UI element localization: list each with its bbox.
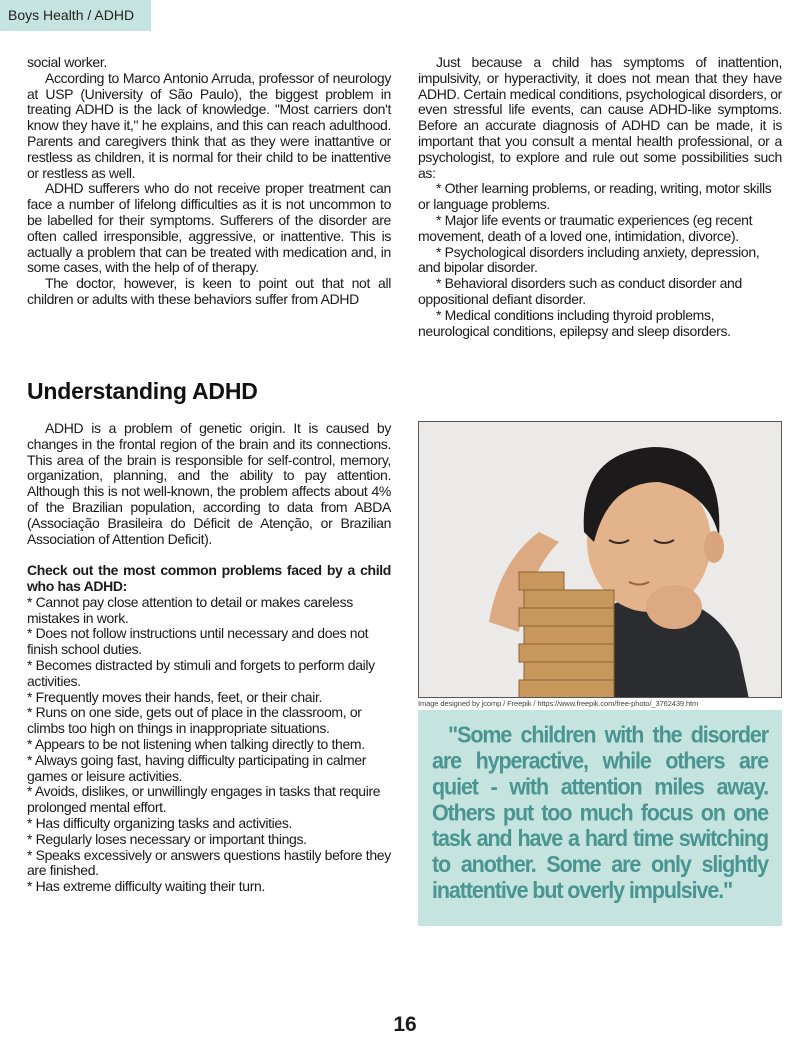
list-item: * Behavioral disorders such as conduct disorder and oppositional defiant disorder. (418, 275, 742, 307)
list-item: * Frequently moves their hands, feet, or their chair. (27, 688, 323, 705)
list-lead: Check out the most common problems faced by a child who has ADHD: (27, 562, 391, 594)
list-item: * Becomes distracted by stimuli and forgets to perform daily activities. (27, 656, 375, 689)
paragraph: ADHD is a problem of genetic origin. It is caused by changes in the frontal region of the brain and its connections. This area of the brain is responsible for self-control, memory, organization, planning, and the ability to pay attention. Although this is not well-known, the problem affects about 4% of the Brazilian population, according to data from ABDA (Associação Brasileira do Déficit de Atenção, or Brazilian Association of Attention Deficit). (27, 420, 391, 547)
list-item: * Psychological disorders including anxiety, depression, and bipolar disorder. (418, 243, 760, 276)
section-heading: Understanding ADHD (27, 378, 258, 404)
list-item: * Appears to be not listening when talking directly to them. (27, 735, 365, 752)
list-item: * Cannot pay close attention to detail or makes careless mistakes in work. (27, 593, 353, 626)
page-number: 16 (393, 1013, 417, 1036)
paragraph: According to Marco Antonio Arruda, professor of neurology at USP (University of São Paulo), the biggest problem in treating ADHD is the lack of knowledge. "Most carriers don't know they have it," he explains, and this can reach adulthood. Parents and caregivers think that as they were inattantive or restless as children, it is normal for their child to be inattentive or restless as well. (27, 69, 391, 181)
list-item: * Major life events or traumatic experiences (eg recent movement, death of a loved one, intimidation, divorce). (418, 211, 753, 244)
paragraph: Just because a child has symptoms of inattention, impulsivity, or hyperactivity, it does not mean that they have ADHD. Certain medical conditions, psychological disorders, or even stressful life events, can cause ADHD-like symptoms. Before an accurate diagnosis of ADHD can be made, it is important that you consult a mental health professional, or a psychologist, to explore and rule out some possibilities such as: (418, 54, 782, 181)
list-item: * Regularly loses necessary or important things. (27, 830, 307, 847)
photo-illustration (419, 422, 782, 698)
left-column-top (27, 55, 391, 308)
paragraph: ADHD sufferers who do not receive proper treatment can face a number of lifelong difficulties as it is not uncommon to be labelled for their symptoms. Sufferers of the disorder are often called irresponsible, aggressive, or inattentive. This is actually a problem that can be treated with medication and, in some cases, with the help of of therapy. (27, 180, 391, 276)
pull-quote (418, 710, 782, 926)
block-tower (519, 572, 614, 698)
list-item: * Does not follow instructions until necessary and does not finish school duties. (27, 625, 369, 658)
paragraph: social worker. (27, 54, 107, 70)
list-item: * Speaks excessively or answers questions hastily before they are finished. (27, 846, 391, 879)
list-item: * Other learning problems, or reading, writing, motor skills or language problems. (418, 180, 772, 213)
pull-quote-text: "Some children with the disorder are hyperactive, while others are quiet - with attention miles away. Others put too much focus on one task and have a hard time switching to another. Some are only slightly inattentive but overly impulsive." (432, 722, 768, 904)
list-item: * Has difficulty organizing tasks and activities. (27, 814, 293, 831)
list-item: * Has extreme difficulty waiting their turn. (27, 878, 266, 895)
list-item: * Avoids, dislikes, or unwillingly engages in tasks that require prolonged mental effort. (27, 783, 381, 816)
section-tag: Boys Health / ADHD (0, 0, 151, 31)
problems-list (27, 595, 391, 895)
list-item: * Medical conditions including thyroid problems, neurological conditions, epilepsy and sleep disorders. (418, 306, 731, 339)
boy-playing-blocks-photo (418, 421, 782, 698)
photo-credit: Image designed by jcomp / Freepik / https://www.freepik.com/free-photo/_3762439.htm (418, 699, 699, 708)
right-column-top (418, 55, 782, 339)
list-item: * Runs on one side, gets out of place in the classroom, or climbs too high on things in inappropriate situations. (27, 704, 362, 737)
paragraph: The doctor, however, is keen to point out that not all children or adults with these behaviors suffer from ADHD (27, 275, 391, 307)
list-item: * Always going fast, having difficulty participating in calmer games or leisure activities. (27, 751, 367, 784)
left-column-bottom (27, 421, 391, 895)
